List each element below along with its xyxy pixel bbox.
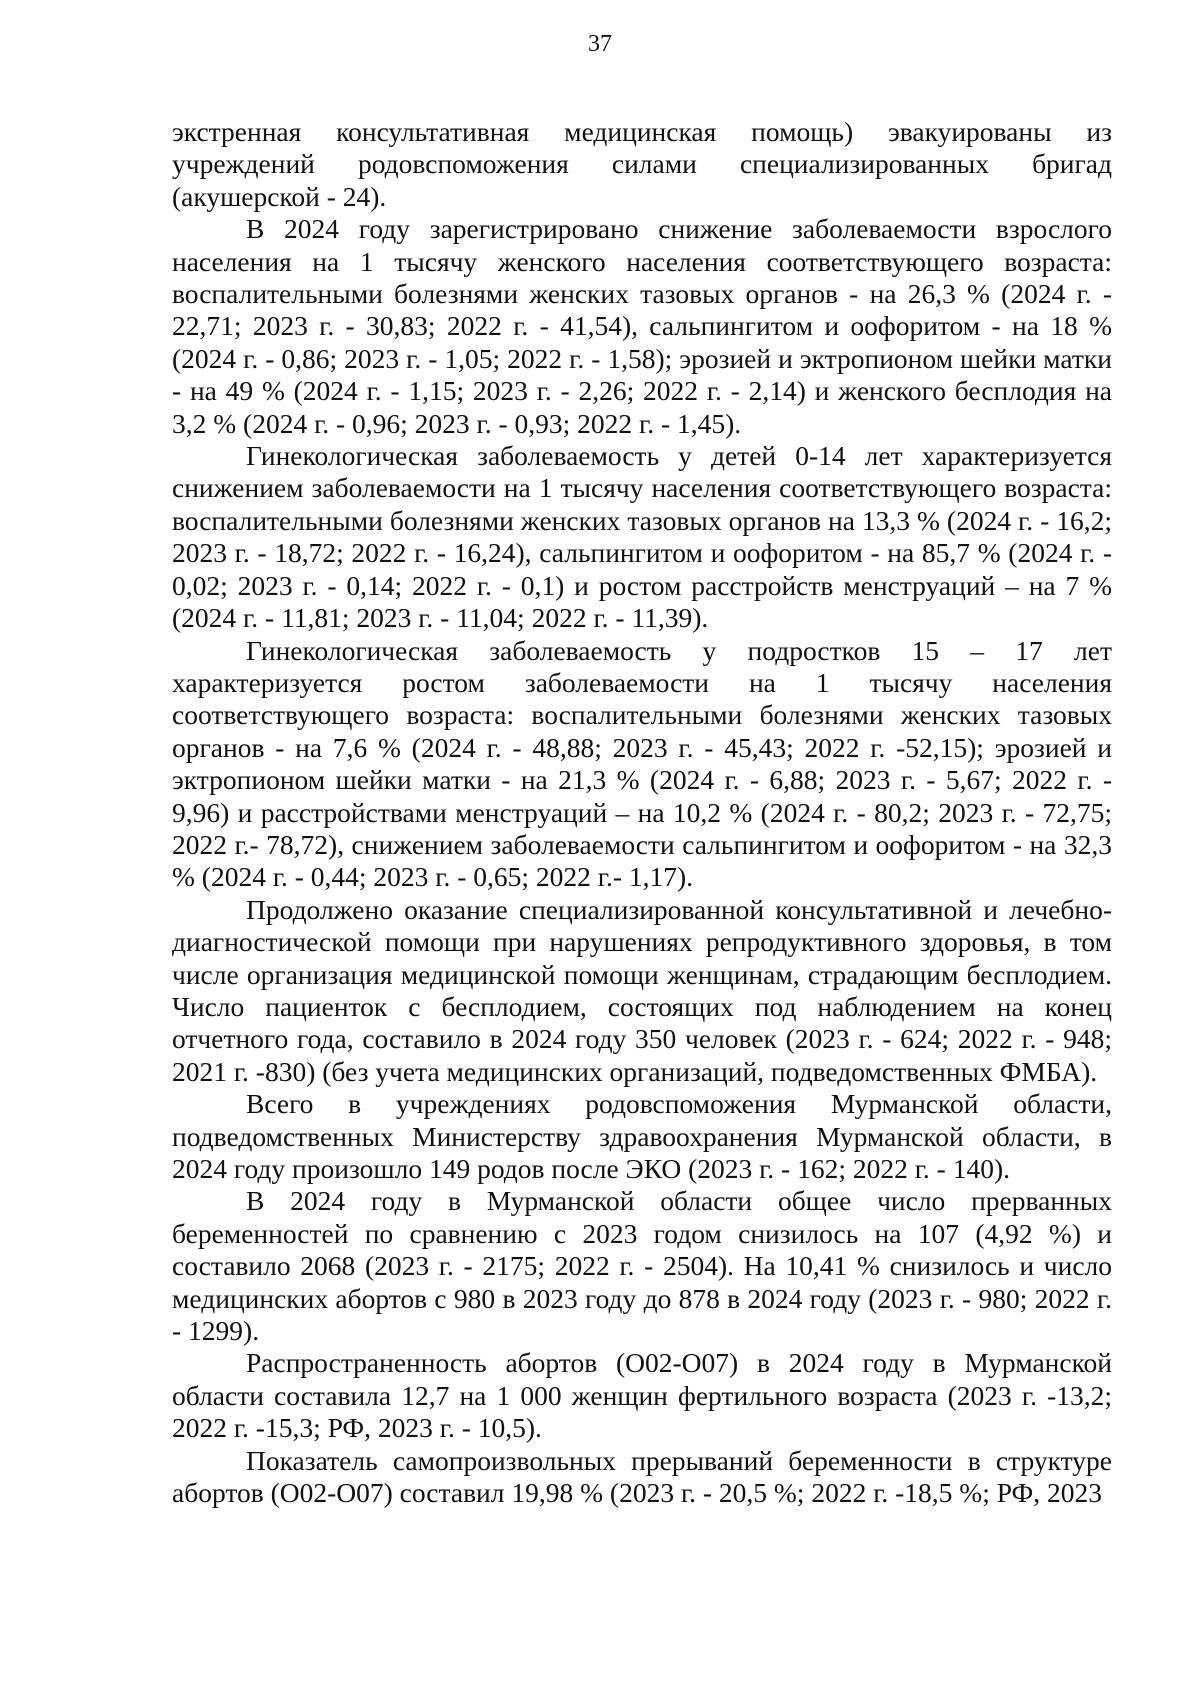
paragraph-continuation: экстренная консультативная медицинская помощь) эвакуированы из учреждений родовспоможения силами специализированных бригад (акушерской - 24). xyxy=(172,116,1112,212)
paragraph-children-morbidity: Гинекологическая заболеваемость у детей 0-14 лет характеризуется снижением заболеваемости на 1 тысячу населения соответствующего возраста: воспалительными болезнями женских тазовых органов на 13,3 % (2024 г. - 16,2; 2023 г. - 18,72; 2022 г. - 16,24), сальпингитом и оофоритом - на 85,7 % (2024 г. - 0,02; 2023 г. - 0,14; 2022 г. - 0,1) и ростом расстройств менструаций – на 7 % (2024 г. - 11,81; 2023 г. - 11,04; 2022 г. - 11,39). xyxy=(172,440,1112,634)
page-number: 37 xyxy=(588,31,612,57)
body-text xyxy=(172,116,1112,1509)
paragraph-abortion-prevalence: Распространенность абортов (О02-О07) в 2024 году в Мурманской области составила 12,7 на 1 000 женщин фертильного возраста (2023 г. -13,2; 2022 г. -15,3; РФ, 2023 г. - 10,5). xyxy=(172,1347,1112,1444)
paragraph-teen-morbidity: Гинекологическая заболеваемость у подростков 15 – 17 лет характеризуется ростом заболеваемости на 1 тысячу населения соответствующего возраста: воспалительными болезнями женских тазовых органов - на 7,6 % (2024 г. - 48,88; 2023 г. - 45,43; 2022 г. -52,15); эрозией и эктропионом шейки матки - на 21,3 % (2024 г. - 6,88; 2023 г. - 5,67; 2022 г. - 9,96) и расстройствами менструаций – на 10,2 % (2024 г. - 80,2; 2023 г. - 72,75; 2022 г.- 78,72), снижением заболеваемости сальпингитом и оофоритом - на 32,3 % (2024 г. - 0,44; 2023 г. - 0,65; 2022 г.- 1,17). xyxy=(172,634,1112,893)
paragraph-adult-morbidity: В 2024 году зарегистрировано снижение заболеваемости взрослого населения на 1 тысячу женского населения соответствующего возраста: воспалительными болезнями женских тазовых органов - на 26,3 % (2024 г. - 22,71; 2023 г. - 30,83; 2022 г. - 41,54), сальпингитом и оофоритом - на 18 % (2024 г. - 0,86; 2023 г. - 1,05; 2022 г. - 1,58); эрозией и эктропионом шейки матки - на 49 % (2024 г. - 1,15; 2023 г. - 2,26; 2022 г. - 2,14) и женского бесплодия на 3,2 % (2024 г. - 0,96; 2023 г. - 0,93; 2022 г. - 1,45). xyxy=(172,213,1112,439)
paragraph-infertility-care: Продолжено оказание специализированной консультативной и лечебно-диагностической помощи при нарушениях репродуктивного здоровья, в том числе организация медицинской помощи женщинам, страдающим бесплодием. Число пациенток с бесплодием, состоящих под наблюдением на конец отчетного года, составило в 2024 году 350 человек (2023 г. - 624; 2022 г. - 948; 2021 г. -830) (без учета медицинских организаций, подведомственных ФМБА). xyxy=(172,893,1112,1087)
paragraph-ivf-births: Всего в учреждениях родовспоможения Мурманской области, подведомственных Министерству здравоохранения Мурманской области, в 2024 году произошло 149 родов после ЭКО (2023 г. - 162; 2022 г. - 140). xyxy=(172,1088,1112,1184)
paragraph-terminated-pregnancies: В 2024 году в Мурманской области общее число прерванных беременностей по сравнению с 2023 годом снизилось на 107 (4,92 %) и составило 2068 (2023 г. - 2175; 2022 г. - 2504). На 10,41 % снизилось и число медицинских абортов с 980 в 2023 году до 878 в 2024 году (2023 г. - 980; 2022 г. - 1299). xyxy=(172,1185,1112,1347)
paragraph-spontaneous-abortions: Показатель самопроизвольных прерываний беременности в структуре абортов (О02-О07) составил 19,98 % (2023 г. - 20,5 %; 2022 г. -18,5 %; РФ, 2023 xyxy=(172,1444,1112,1509)
